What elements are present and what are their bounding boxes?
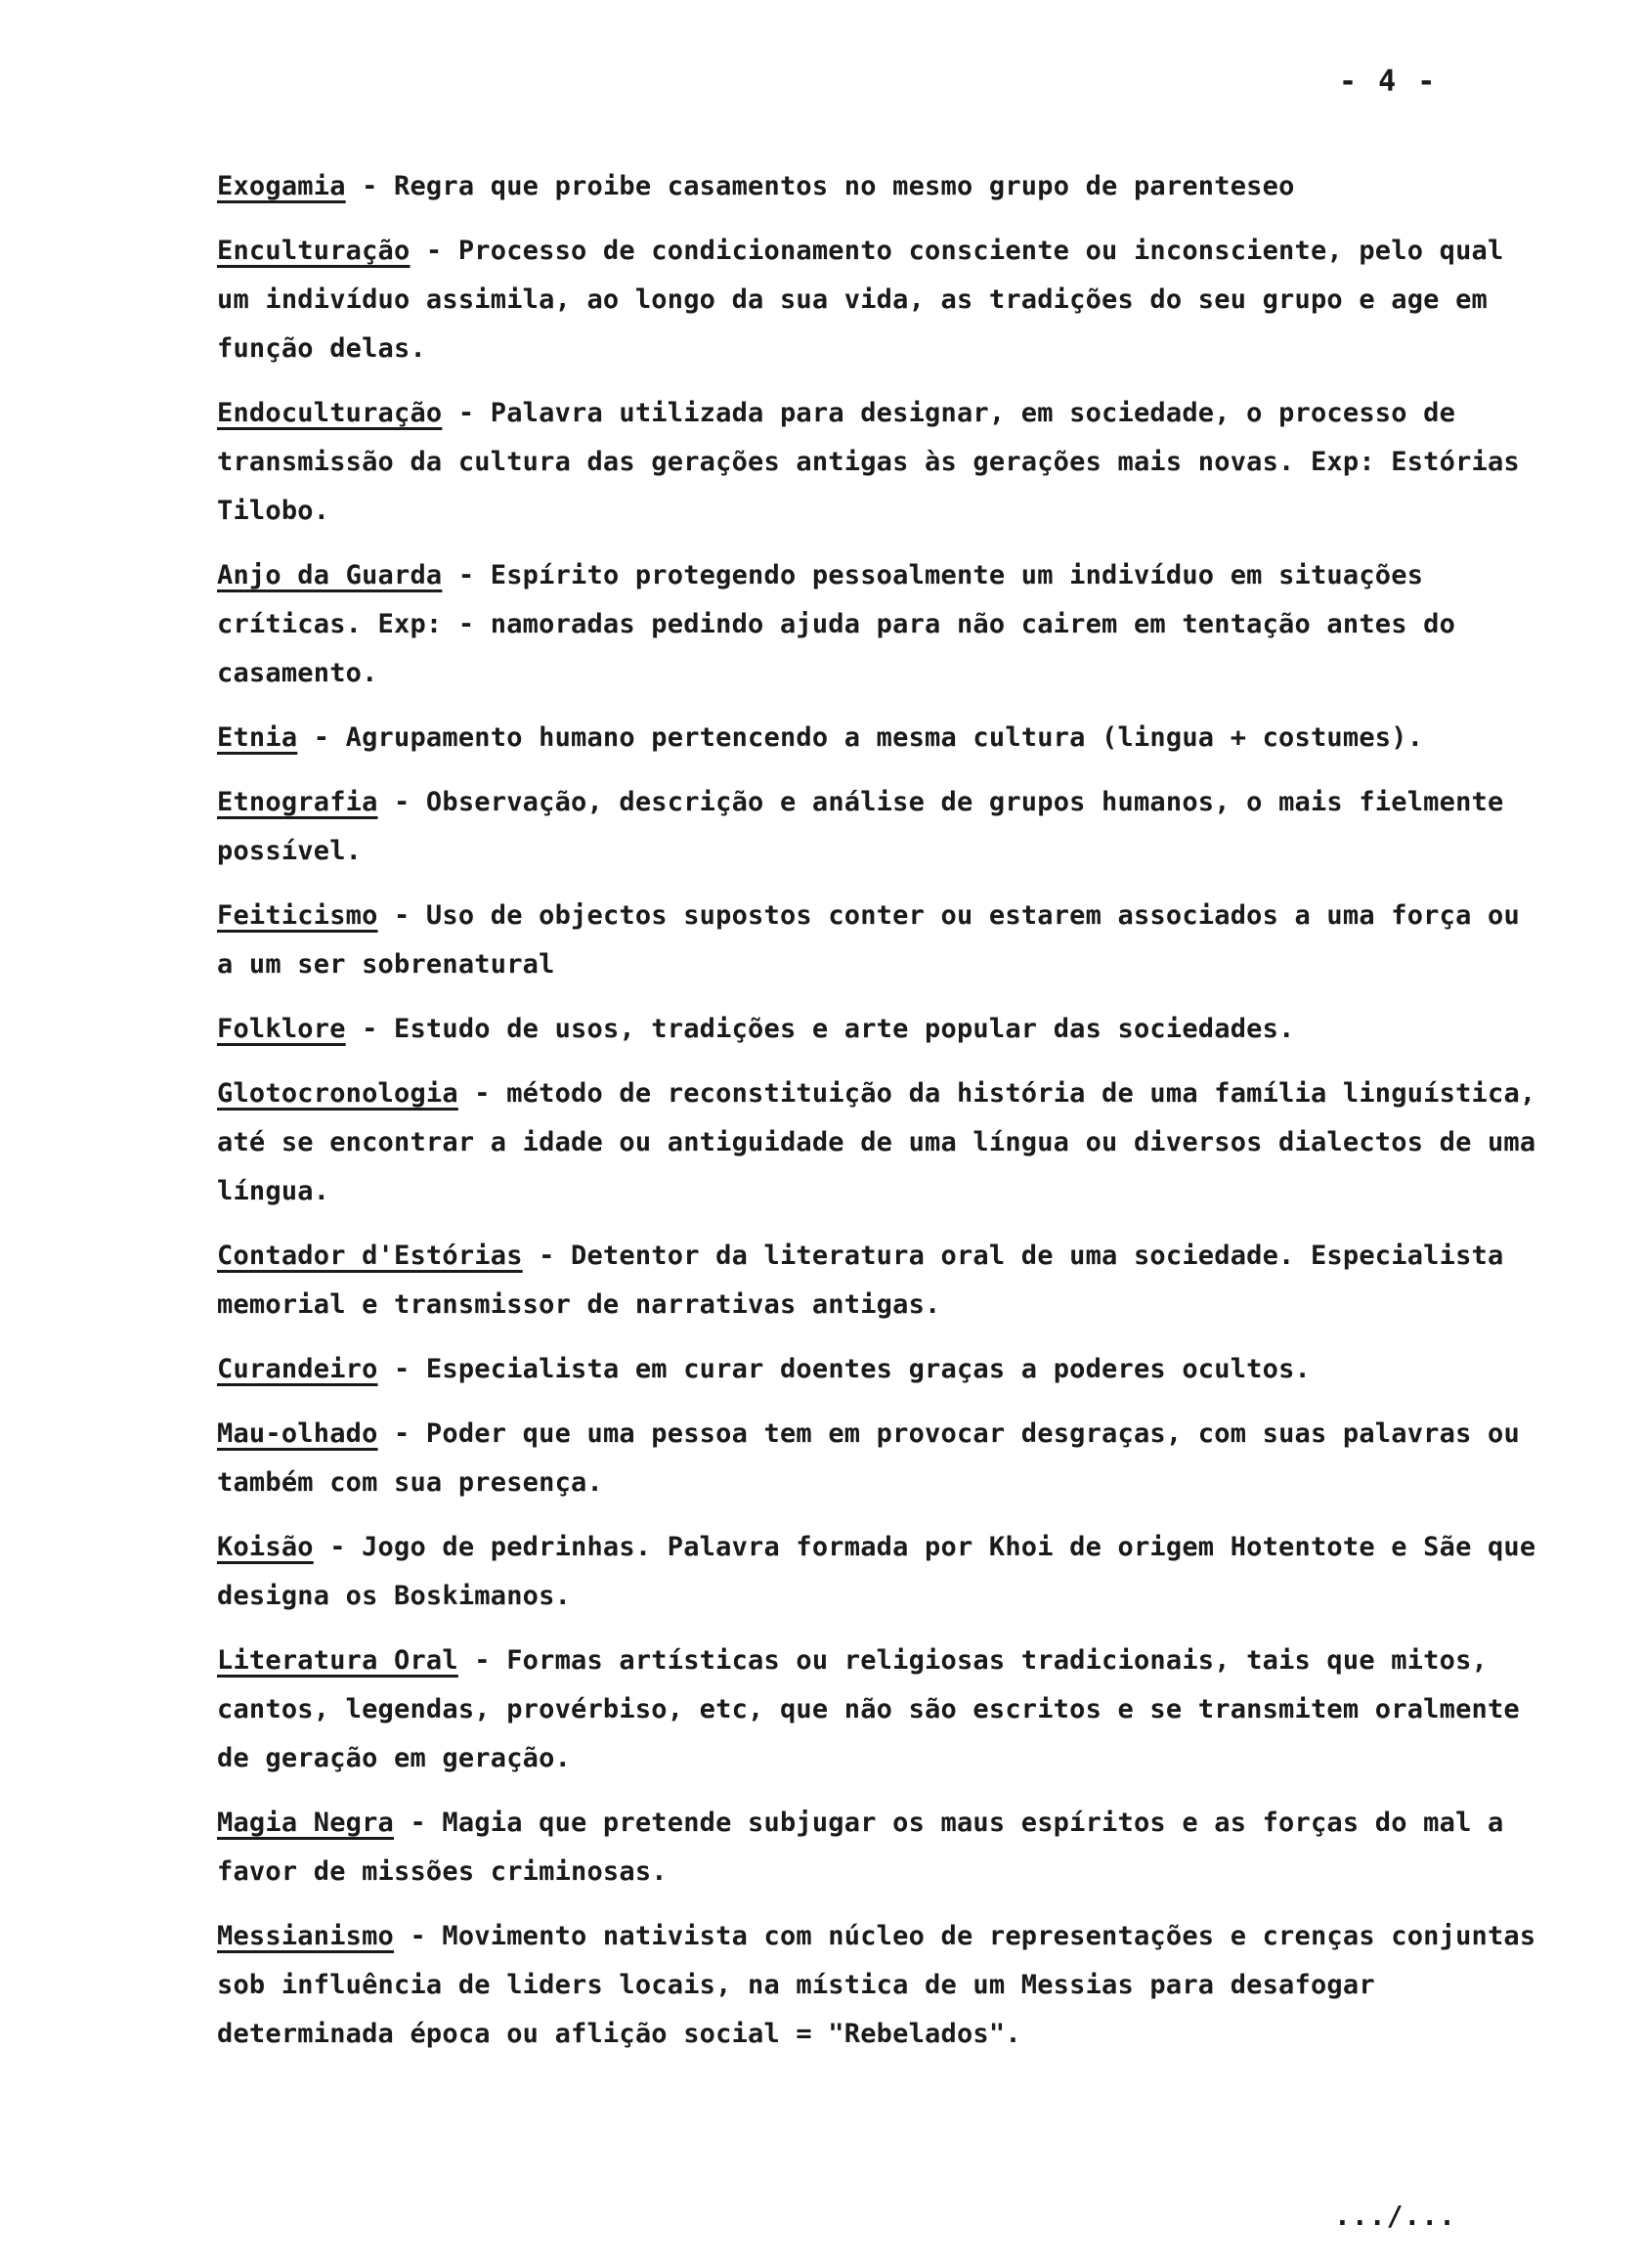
glossary-entry	[217, 551, 1546, 698]
glossary-entry	[217, 389, 1546, 536]
entry-term: Literatura Oral	[217, 1645, 458, 1676]
entry-term: Magia Negra	[217, 1808, 395, 1838]
glossary-entry	[217, 1005, 1546, 1054]
glossary-entries	[217, 162, 1546, 2074]
entry-definition: - Observação, descrição e análise de grupos humanos, o mais fielmente possível.	[217, 787, 1504, 866]
glossary-entry	[217, 1636, 1546, 1783]
continuation-mark: .../...	[1334, 2200, 1457, 2232]
entry-term: Etnia	[217, 722, 298, 753]
glossary-entry	[217, 892, 1546, 989]
entry-definition: - Magia que pretende subjugar os maus espíritos e as forças do mal a favor de missões criminosas.	[217, 1808, 1504, 1887]
entry-term: Feiticismo	[217, 900, 378, 931]
entry-definition: - Processo de condicionamento consciente ou inconsciente, pelo qual um indivíduo assimila, ao longo da sua vida, as tradições do seu grupo e age em função delas.	[217, 236, 1504, 364]
entry-term: Etnografia	[217, 787, 378, 817]
entry-term: Curandeiro	[217, 1354, 378, 1384]
glossary-entry	[217, 162, 1546, 211]
entry-definition: - Especialista em curar doentes graças a poderes ocultos.	[377, 1354, 1311, 1384]
entry-term: Glotocronologia	[217, 1078, 458, 1109]
entry-definition: - Agrupamento humano pertencendo a mesma cultura (lingua + costumes).	[297, 722, 1424, 753]
entry-term: Mau-olhado	[217, 1418, 378, 1449]
entry-term: Endoculturação	[217, 398, 443, 428]
glossary-entry	[217, 1799, 1546, 1897]
entry-definition: - Detentor da literatura oral de uma sociedade. Especialista memorial e transmissor de narrativas antigas.	[217, 1241, 1504, 1320]
entry-definition: - Uso de objectos supostos conter ou estarem associados a uma força ou a um ser sobrenatural	[217, 900, 1520, 980]
glossary-entry	[217, 1232, 1546, 1330]
entry-definition: - Poder que uma pessoa tem em provocar desgraças, com suas palavras ou também com sua presença.	[217, 1418, 1520, 1498]
entry-term: Enculturação	[217, 236, 410, 266]
entry-definition: - Estudo de usos, tradições e arte popular das sociedades.	[345, 1014, 1295, 1044]
entry-term: Contador d'Estórias	[217, 1241, 523, 1271]
page-number: - 4 -	[1339, 65, 1438, 99]
glossary-entry	[217, 227, 1546, 373]
entry-definition: - Movimento nativista com núcleo de representações e crenças conjuntas sob influência de liders locais, na mística de um Messias para desafogar determinada época ou aflição social = "Rebelados".	[217, 1921, 1536, 2049]
glossary-entry	[217, 1523, 1546, 1621]
glossary-entry	[217, 1069, 1546, 1216]
entry-term: Koisão	[217, 1532, 314, 1562]
entry-term: Messianismo	[217, 1921, 395, 1951]
entry-definition: - Formas artísticas ou religiosas tradicionais, tais que mitos, cantos, legendas, provérbiso, etc, que não são escritos e se transmitem oralmente de geração em geração.	[217, 1645, 1520, 1773]
entry-definition: - Regra que proibe casamentos no mesmo grupo de parenteseo	[345, 171, 1295, 201]
glossary-entry	[217, 1912, 1546, 2059]
entry-definition: - Palavra utilizada para designar, em sociedade, o processo de transmissão da cultura das gerações antigas às gerações mais novas. Exp: Estórias Tilobo.	[217, 398, 1520, 526]
glossary-entry	[217, 1345, 1546, 1394]
glossary-entry	[217, 778, 1546, 876]
entry-term: Folklore	[217, 1014, 346, 1044]
glossary-entry	[217, 714, 1546, 763]
entry-term: Exogamia	[217, 171, 346, 201]
entry-definition: - Jogo de pedrinhas. Palavra formada por Khoi de origem Hotentote e Sãe que designa os Boskimanos.	[217, 1532, 1536, 1611]
entry-term: Anjo da Guarda	[217, 560, 443, 590]
glossary-entry	[217, 1410, 1546, 1507]
entry-definition: - Espírito protegendo pessoalmente um indivíduo em situações críticas. Exp: - namoradas pedindo ajuda para não cairem em tentação antes do casamento.	[217, 560, 1456, 688]
entry-definition: - método de reconstituição da história de uma família linguística, até se encontrar a idade ou antiguidade de uma língua ou diversos dialectos de uma língua.	[217, 1078, 1536, 1206]
